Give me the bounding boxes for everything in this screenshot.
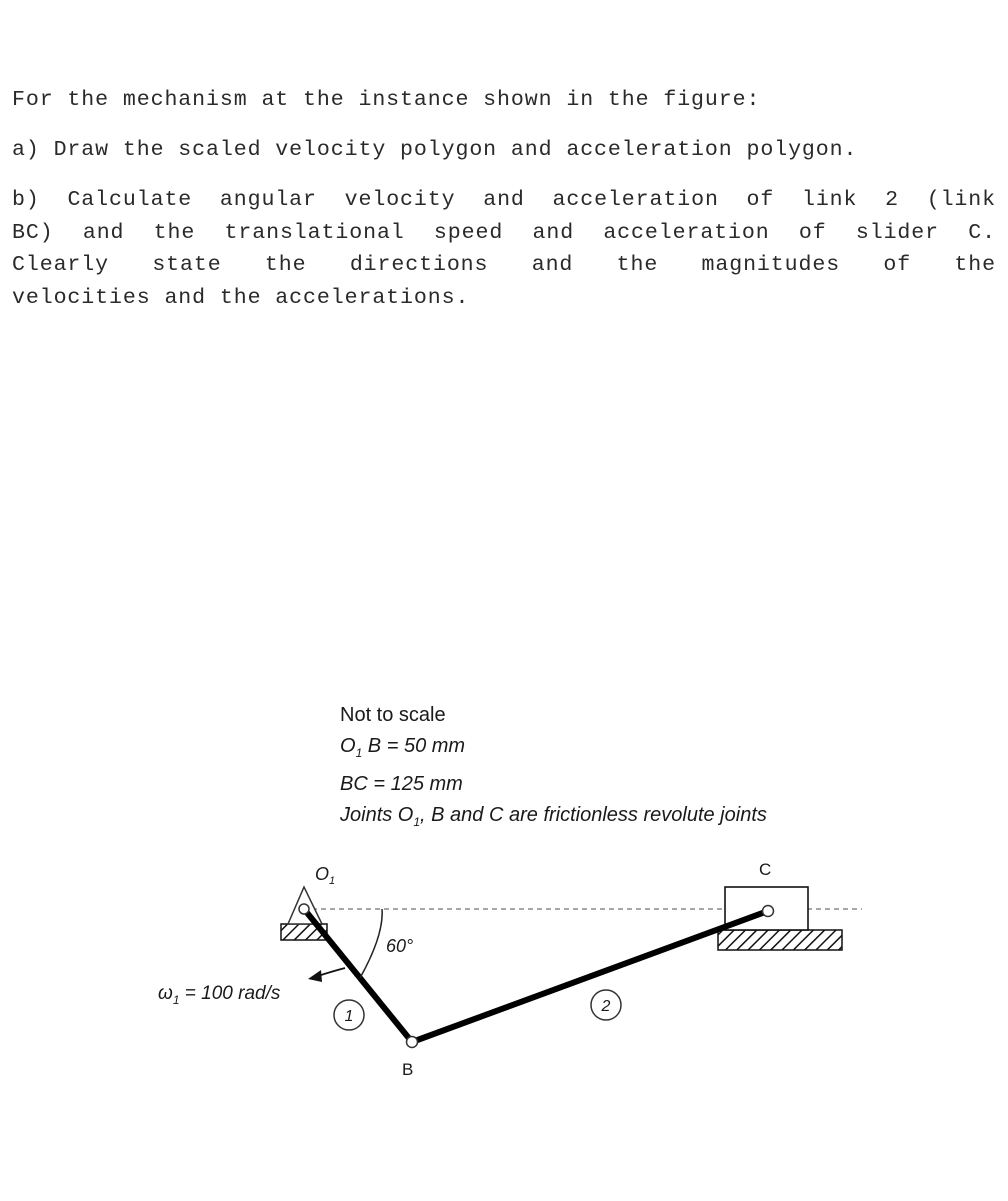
joints-note: Joints $O_1$, B and C are frictionless revolute joints [340, 804, 767, 829]
link-2-number: 2 [601, 998, 611, 1015]
part-b-line-4: velocities and the accelerations. [12, 285, 470, 310]
label-o1: $O_1$ [315, 864, 336, 887]
question-part-a: a) Draw the scaled velocity polygon and acceleration polygon. [12, 138, 858, 162]
question-intro: For the mechanism at the instance shown in the figure: [12, 88, 761, 112]
joint-b [407, 1037, 418, 1048]
link-1-number: 1 [344, 1008, 354, 1025]
part-b-line-2: BC) and the translational speed and acceleration of slider C. [12, 220, 996, 245]
label-b: B [402, 1060, 414, 1079]
omega-arrowhead [308, 970, 322, 982]
ground-hatch-slider [718, 930, 842, 950]
part-b-line-1: b) Calculate angular velocity and acceleration of link 2 (link [12, 188, 996, 212]
omega-label: $\omega_1 = 100$ rad/s [158, 983, 281, 1007]
joint-o1 [299, 904, 309, 914]
link-2 [412, 911, 768, 1042]
joint-c [763, 906, 774, 917]
angle-label: 60° [386, 936, 414, 956]
not-to-scale-note: Not to scale [340, 704, 446, 726]
label-c: C [759, 860, 772, 879]
part-b-line-3: Clearly state the directions and the magnitudes of the [12, 253, 996, 277]
omega-arrow [318, 968, 345, 976]
o1b-length-note: $O_1$ B = 50 mm [340, 735, 466, 760]
bc-length-note: BC = 125 mm [340, 773, 463, 795]
angle-arc [360, 909, 382, 978]
